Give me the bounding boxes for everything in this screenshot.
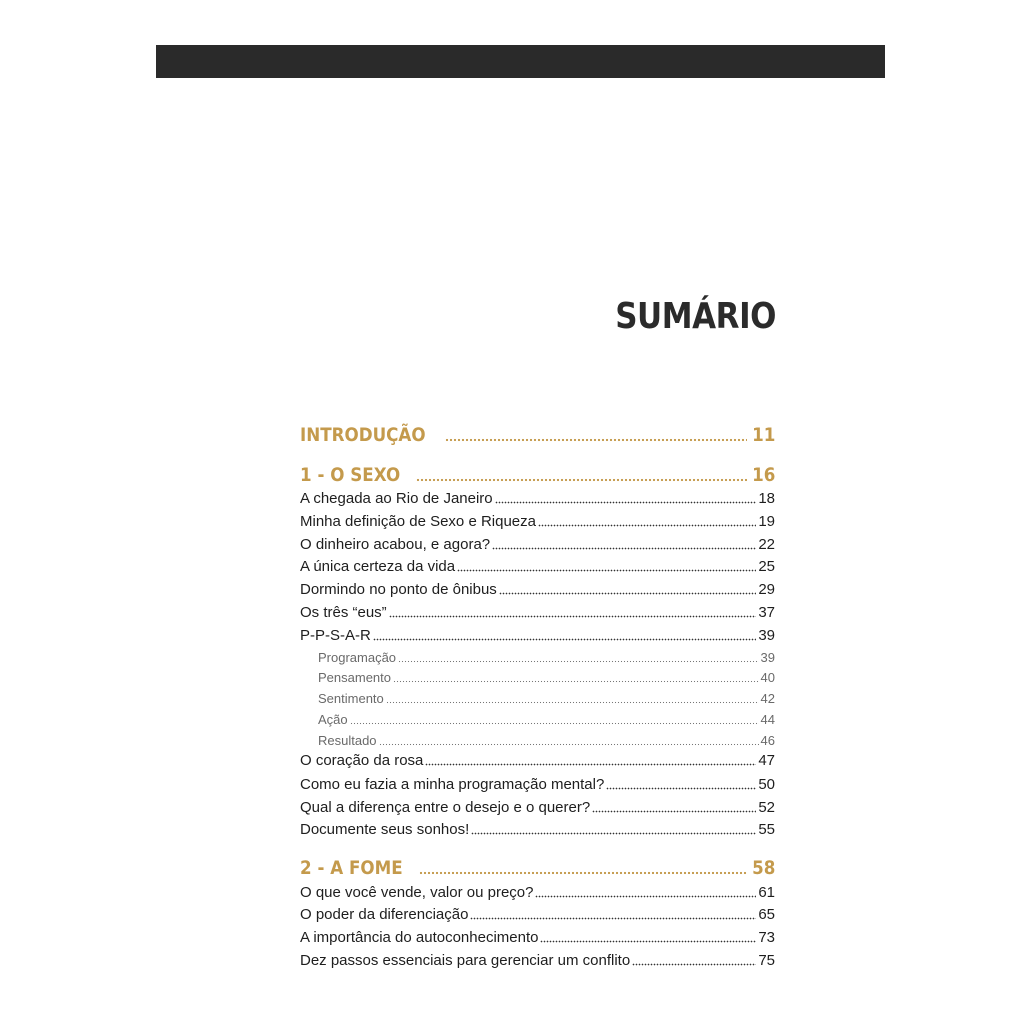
dot-leader bbox=[540, 932, 756, 947]
toc-entry[interactable] bbox=[300, 513, 775, 531]
toc-entry-page: 47 bbox=[758, 752, 775, 769]
toc-entry[interactable] bbox=[300, 490, 775, 508]
toc-entry[interactable] bbox=[300, 752, 775, 770]
toc-entry-page: 61 bbox=[758, 884, 775, 901]
toc-chapter-page: 16 bbox=[751, 464, 775, 486]
dot-leader bbox=[492, 539, 756, 554]
dot-leader bbox=[373, 630, 756, 645]
dot-leader bbox=[398, 653, 758, 666]
dot-leader bbox=[632, 955, 756, 970]
toc-entry-label: Documente seus sonhos! bbox=[300, 821, 470, 838]
toc-intro-label: INTRODUÇÃO bbox=[300, 424, 426, 446]
toc-entry[interactable] bbox=[300, 581, 775, 599]
dot-leader bbox=[393, 673, 759, 686]
toc-entry[interactable] bbox=[300, 604, 775, 622]
toc-entry[interactable] bbox=[300, 821, 775, 839]
toc-entry[interactable] bbox=[300, 799, 775, 817]
toc-intro-page: 11 bbox=[751, 424, 775, 446]
dot-leader bbox=[389, 607, 757, 622]
toc-entry-page: 37 bbox=[758, 604, 775, 621]
dot-leader bbox=[495, 493, 757, 508]
toc-entry-page: 65 bbox=[758, 906, 775, 923]
toc-entry-label: A única certeza da vida bbox=[300, 558, 456, 575]
toc-entry[interactable] bbox=[300, 627, 775, 645]
toc-entry-page: 50 bbox=[758, 776, 775, 793]
toc-entry-label: P-P-S-A-R bbox=[300, 627, 371, 644]
toc-entry-page: 39 bbox=[758, 627, 775, 644]
toc-subentry-page: 39 bbox=[760, 650, 775, 665]
toc-entry-label: O dinheiro acabou, e agora? bbox=[300, 536, 491, 553]
toc-subentry-label: Ação bbox=[318, 712, 348, 727]
toc-chapter-page: 58 bbox=[751, 857, 775, 879]
toc-entry[interactable] bbox=[300, 776, 775, 794]
dot-leader bbox=[535, 887, 756, 902]
toc-entry-label: Dez passos essenciais para gerenciar um conflito bbox=[300, 952, 631, 969]
toc-subentry-label: Programação bbox=[318, 650, 397, 665]
toc-entry-label: A chegada ao Rio de Janeiro bbox=[300, 490, 493, 507]
toc-entry[interactable] bbox=[300, 884, 775, 902]
toc-entry[interactable] bbox=[300, 906, 775, 924]
toc-subentry-page: 40 bbox=[760, 670, 775, 685]
toc-chapter-1[interactable] bbox=[300, 464, 775, 486]
dot-leader bbox=[538, 516, 756, 531]
toc-entry-label: A importância do autoconhecimento bbox=[300, 929, 539, 946]
page-title: SUMÁRIO bbox=[615, 296, 776, 337]
toc-chapter-label: 2 - A FOME bbox=[300, 857, 403, 879]
dot-leader bbox=[470, 909, 756, 924]
toc-entry-label: Dormindo no ponto de ônibus bbox=[300, 581, 497, 598]
toc-chapter-label: 1 - O SEXO bbox=[300, 464, 401, 486]
toc-entry-page: 52 bbox=[758, 799, 775, 816]
toc-entry-page: 18 bbox=[758, 490, 775, 507]
dot-leader bbox=[606, 779, 756, 794]
toc-entry[interactable] bbox=[300, 929, 775, 947]
toc-subentry-page: 44 bbox=[760, 712, 775, 727]
dot-leader bbox=[592, 802, 756, 817]
toc-entry-page: 73 bbox=[758, 929, 775, 946]
dot-leader bbox=[419, 860, 747, 879]
toc-entry-page: 25 bbox=[758, 558, 775, 575]
header-bar bbox=[156, 45, 885, 78]
toc-entry-page: 75 bbox=[758, 952, 775, 969]
toc-chapter-2[interactable] bbox=[300, 857, 775, 879]
toc-entry-label: O poder da diferenciação bbox=[300, 906, 469, 923]
toc-entry[interactable] bbox=[300, 536, 775, 554]
toc-subentry[interactable] bbox=[300, 712, 775, 728]
toc-entry[interactable] bbox=[300, 952, 775, 970]
toc-entry-label: Minha definição de Sexo e Riqueza bbox=[300, 513, 536, 530]
toc-subentry[interactable] bbox=[300, 733, 775, 749]
toc-subentry-label: Resultado bbox=[318, 733, 377, 748]
toc-entry-label: Qual a diferença entre o desejo e o querer? bbox=[300, 799, 591, 816]
toc-subentry[interactable] bbox=[300, 691, 775, 707]
toc-entry-page: 29 bbox=[758, 581, 775, 598]
toc-entry-label: Como eu fazia a minha programação mental? bbox=[300, 776, 605, 793]
toc-subentry[interactable] bbox=[300, 650, 775, 666]
dot-leader bbox=[379, 736, 759, 749]
toc-entry-page: 55 bbox=[758, 821, 775, 838]
toc-entry-label: Os três “eus” bbox=[300, 604, 387, 621]
dot-leader bbox=[445, 427, 747, 446]
toc-intro[interactable] bbox=[300, 424, 775, 446]
toc-entry-page: 19 bbox=[758, 513, 775, 530]
dot-leader bbox=[499, 584, 757, 599]
toc-subentry-page: 46 bbox=[760, 733, 775, 748]
toc-subentry-page: 42 bbox=[760, 691, 775, 706]
toc-entry-label: O coração da rosa bbox=[300, 752, 424, 769]
toc-entry-page: 22 bbox=[758, 536, 775, 553]
dot-leader bbox=[457, 561, 756, 576]
dot-leader bbox=[471, 824, 756, 839]
dot-leader bbox=[425, 755, 756, 770]
dot-leader bbox=[416, 467, 747, 486]
toc-subentry-label: Sentimento bbox=[318, 691, 384, 706]
toc-entry[interactable] bbox=[300, 558, 775, 576]
dot-leader bbox=[386, 694, 759, 707]
dot-leader bbox=[350, 715, 759, 728]
toc-subentry-label: Pensamento bbox=[318, 670, 391, 685]
toc-entry-label: O que você vende, valor ou preço? bbox=[300, 884, 534, 901]
toc-subentry[interactable] bbox=[300, 670, 775, 686]
